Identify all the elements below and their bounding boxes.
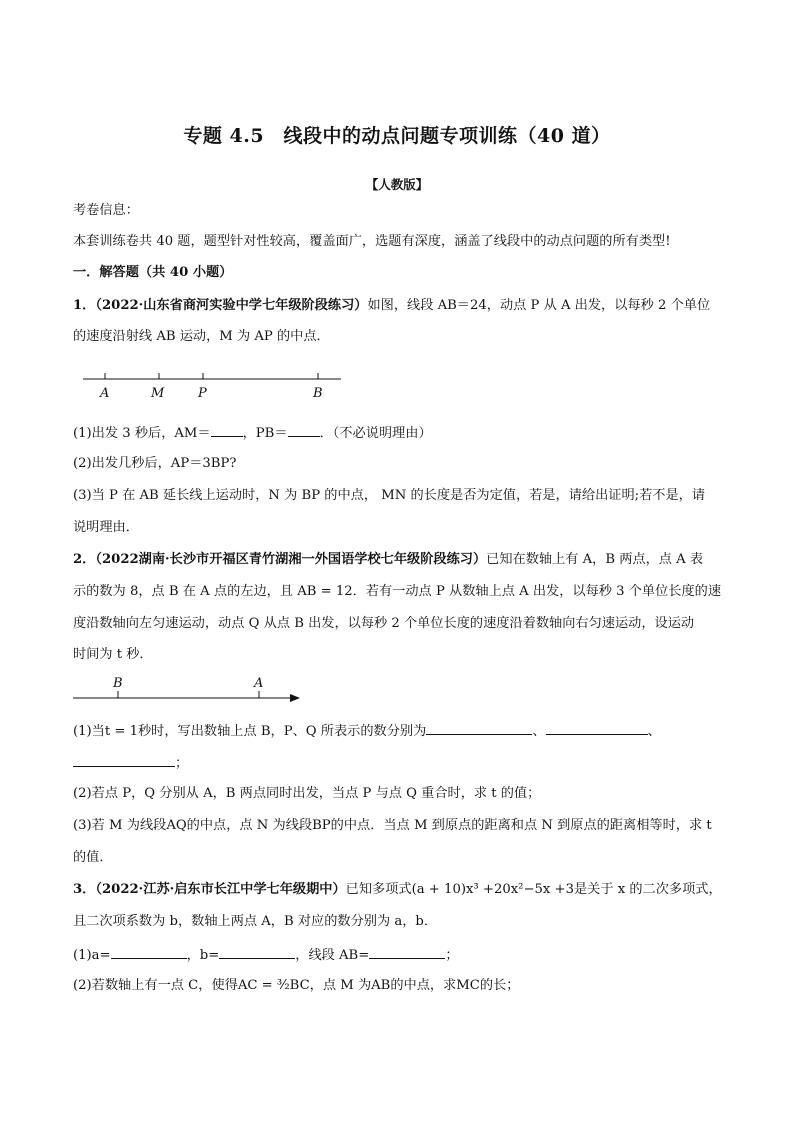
answer-blank[interactable]	[426, 721, 532, 735]
q1-part1: (1)出发 3 秒后，AM＝ ，PB＝ ．（不必说明理由）	[73, 423, 723, 443]
q2-source: （2022湖南·长沙市开福区青竹湖湘一外国语学校七年级阶段练习）	[95, 552, 487, 567]
page-title: 专题 4.5 线段中的动点问题专项训练（40 道）	[183, 125, 611, 147]
q1-source: （2022·山东省商河实验中学七年级阶段练习）	[95, 298, 368, 313]
q1-number: 1．	[73, 298, 96, 313]
q2-point-label-a: A	[254, 676, 264, 691]
answer-blank[interactable]	[111, 945, 187, 959]
q1-point-label-m: M	[151, 386, 165, 401]
info-label: 考卷信息：	[73, 203, 139, 218]
answer-blank[interactable]	[219, 945, 295, 959]
q3-source: （2022·江苏·启东市长江中学七年级期中）	[95, 882, 346, 897]
info-description: 本套训练卷共 40 题，题型针对性较高，覆盖面广，选题有深度，涵盖了线段中的动点问题的所有类型!	[73, 234, 671, 249]
q1-part3-line2: 说明理由．	[73, 520, 139, 535]
q3-line1	[73, 881, 723, 899]
edition-label: 【人教版】	[365, 177, 429, 192]
q2-point-label-b: B	[113, 676, 123, 691]
q2-part2: (2)若点 P，Q 分别从 A，B 两点同时出发，当点 P 与点 Q 重合时，求 t 的值；	[73, 786, 541, 801]
section-heading: 一．解答题（共 40 小题）	[73, 265, 233, 280]
q1-point-label-b: B	[313, 386, 323, 401]
q2-part1-line1: (1)当t = 1秒时，写出数轴上点 B，P、Q 所表示的数分别为 、 、	[73, 721, 723, 741]
q3-text: 已知多项式(a + 10)x³ +20x²−5x +3是关于 x 的二次多项式，	[345, 882, 722, 897]
q2-part1-line2: ；	[73, 753, 723, 773]
q3-line2: 且二次项系数为 b，数轴上两点 A，B 对应的数分别为 a，b．	[73, 914, 438, 929]
q2-text: 已知在数轴上有 A，B 两点，点 A 表	[486, 552, 704, 567]
q2-line3: 度沿数轴向左匀速运动，动点 Q 从点 B 出发，以每秒 2 个单位长度的速度沿着数轴向右匀速运动，设运动	[73, 616, 695, 631]
q1-part2: (2)出发几秒后，AP＝3BP?	[73, 456, 237, 471]
q1-point-label-p: P	[198, 386, 207, 401]
q2-part3-line1: (3)若 M 为线段AQ的中点，点 N 为线段BP的中点．当点 M 到原点的距离和点 N 到原点的距离相等时，求 t	[73, 818, 712, 833]
q1-point-label-a: A	[100, 386, 110, 401]
q2-line2: 示的数为 8，点 B 在 A 点的左边，且 AB = 12．若有一动点 P 从数轴上点 A 出发，以每秒 3 个单位长度的速	[73, 584, 722, 599]
q2-number: 2．	[73, 552, 96, 567]
answer-blank[interactable]	[546, 721, 648, 735]
answer-blank[interactable]	[73, 753, 175, 767]
answer-blank[interactable]	[369, 945, 445, 959]
q1-line2: 的速度沿射线 AB 运动，M 为 AP 的中点．	[73, 329, 330, 344]
q2-part3-line2: 的值．	[73, 850, 113, 865]
q3-part1: (1)a= ，b= ，线段 AB= ；	[73, 945, 723, 965]
q3-number: 3．	[73, 882, 96, 897]
q2-line4: 时间为 t 秒．	[73, 647, 153, 662]
q1-text: 如图，线段 AB＝24，动点 P 从 A 出发，以每秒 2 个单位	[367, 298, 711, 313]
q3-part2: (2)若数轴上有一点 C，使得AC = ³⁄₂BC，点 M 为AB的中点，求MC的长；	[73, 978, 520, 993]
q1-part3-line1: (3)当 P 在 AB 延长线上运动时，N 为 BP 的中点， MN 的长度是否为定值，若是，请给出证明;若不是，请	[73, 488, 706, 503]
